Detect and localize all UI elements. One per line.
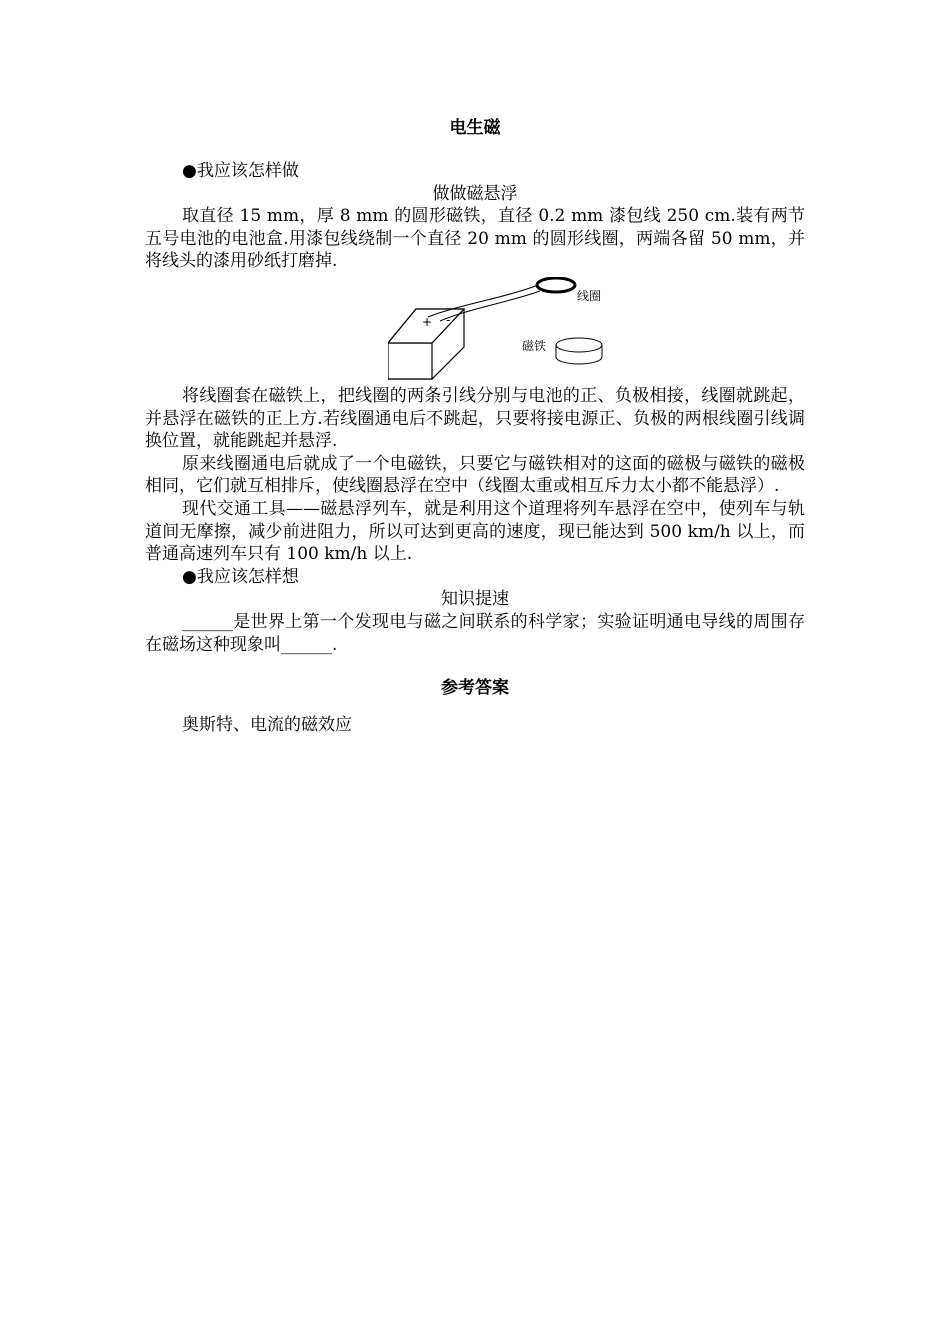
magnet — [556, 338, 602, 364]
document-body — [145, 116, 805, 737]
magnet-label: 磁铁 — [522, 338, 547, 353]
quiz-question: ______是世界上第一个发现电与磁之间联系的科学家；实验证明通电导线的周围存在磁场这种现象叫______. — [145, 611, 805, 655]
paragraph-maglev-train: 现代交通工具——磁悬浮列车，就是利用这个道理将列车悬浮在空中，使列车与轨道间无摩擦，减少前进阻力，所以可达到更高的速度，现已能达到 500 km/h 以上，而普通高速列车只有 100 km/h 以上. — [145, 498, 805, 565]
page-title: 电生磁 — [449, 118, 501, 138]
paragraph-explanation: 原来线圈通电后就成了一个电磁铁，只要它与磁铁相对的这面的磁极与磁铁的磁极相同，它们就互相排斥，使线圈悬浮在空中（线圈太重或相互斥力太小都不能悬浮）. — [145, 453, 805, 497]
section-heading-how-to-think: ●我应该怎样想 — [182, 566, 299, 587]
coil-label: 线圈 — [577, 288, 602, 303]
quiz-title: 知识提速 — [441, 589, 509, 610]
answer-text: 奥斯特、电流的磁效应 — [182, 715, 352, 736]
paragraph-procedure: 将线圈套在磁铁上，把线圈的两条引线分别与电池的正、负极相接，线圈就跳起，并悬浮在磁铁的正上方.若线圈通电后不跳起，只要将接电源正、负极的两根线圈引线调换位置，就能跳起并悬浮. — [145, 385, 805, 452]
battery-plus-sign: + — [422, 314, 433, 329]
answer-title: 参考答案 — [441, 678, 509, 699]
maglev-figure — [145, 277, 805, 385]
activity-title: 做做磁悬浮 — [432, 183, 518, 204]
battery-minus-sign: - — [446, 312, 451, 327]
coil — [537, 278, 575, 292]
paragraph-materials: 取直径 15 mm，厚 8 mm 的圆形磁铁，直径 0.2 mm 漆包线 250 cm.装有两节五号电池的电池盒.用漆包线绕制一个直径 20 mm 的圆形线圈，两端各留 50 mm，并将线头的漆用砂纸打磨掉. — [145, 206, 805, 272]
section-heading-how-to-do: ●我应该怎样做 — [182, 161, 299, 181]
